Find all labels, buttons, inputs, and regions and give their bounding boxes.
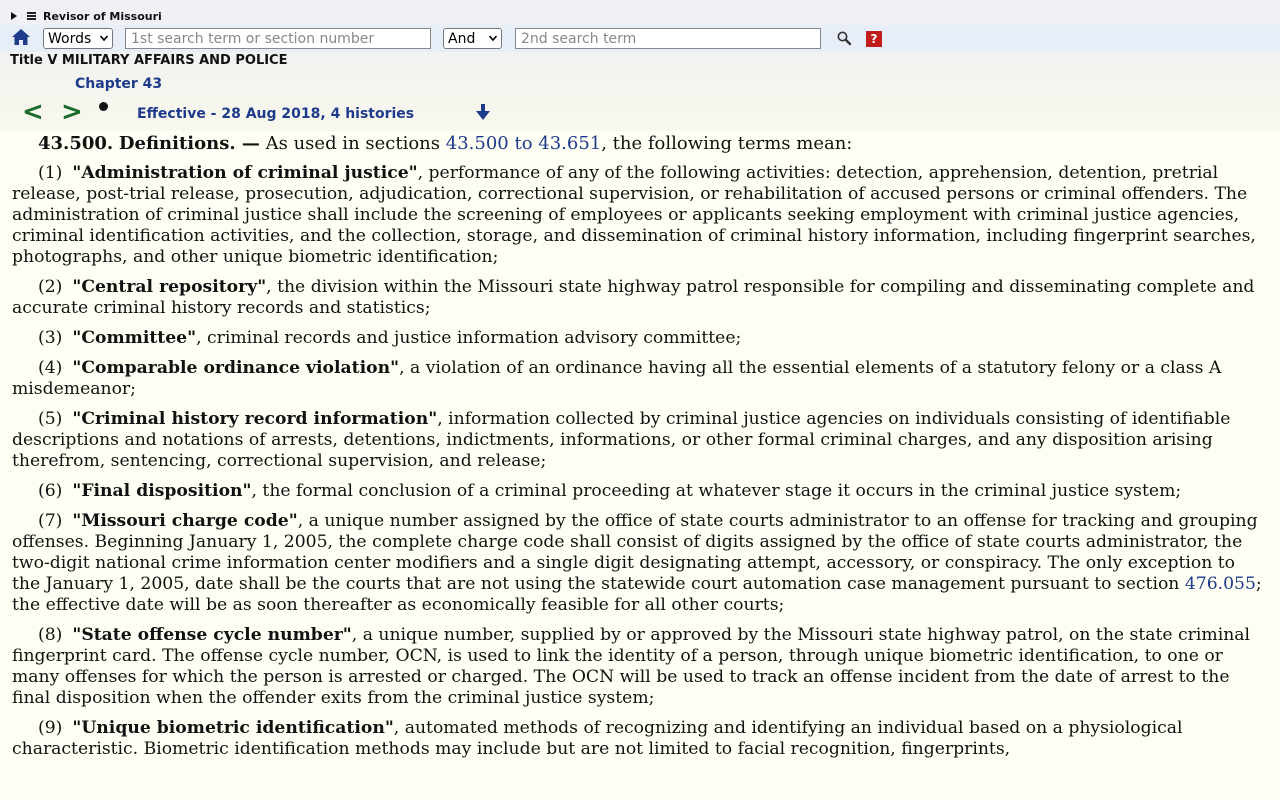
second-search-placeholder: 2nd search term <box>521 30 637 47</box>
section-range-link[interactable]: 43.500 to 43.651 <box>445 133 602 154</box>
definition-text: , a unique number assigned by the office of state courts administrator to an offense for tracking and grouping offenses. Beginning January 1, 2005, the complete charge code shall consist of digits assigned by the office of state courts administrator, the two-digit national crime information center modifiers and a single digit designating attempt, accessory, or conspiracy. The only exception to the January 1, 2005, date shall be the courts that are not using the statewide court automation case management pursuant to section <box>12 511 1258 594</box>
definition-term: "Comparable ordinance violation" <box>72 358 400 378</box>
definition-text-after: ; the effective date will be as soon thereafter as economically feasible for all other courts; <box>12 574 1262 615</box>
definition-text: , criminal records and justice information advisory committee; <box>196 328 742 348</box>
definition-number: (8) <box>38 625 63 645</box>
search-type-value: Words <box>48 30 92 47</box>
definition-item <box>12 625 1268 709</box>
section-476-055-link[interactable]: 476.055 <box>1184 574 1256 594</box>
definition-term: "State offense cycle number" <box>72 625 352 645</box>
definition-item <box>12 481 1268 502</box>
down-arrow-icon[interactable] <box>475 103 491 121</box>
chevron-down-icon <box>100 34 108 42</box>
triangle-right-icon[interactable] <box>11 12 17 20</box>
operator-select[interactable] <box>443 28 502 49</box>
first-search-placeholder: 1st search term or section number <box>131 30 375 47</box>
effective-date-link[interactable]: Effective - 28 Aug 2018, 4 histories <box>137 106 415 122</box>
definition-text: , a violation of an ordinance having all the essential elements of a statutory felony or a class A misdemeanor; <box>12 358 1222 399</box>
chevron-down-icon <box>489 34 497 42</box>
title-heading[interactable]: Title V MILITARY AFFAIRS AND POLICE <box>10 53 288 68</box>
definition-term: "Administration of criminal justice" <box>72 163 418 183</box>
statute-text <box>12 131 1268 769</box>
definition-item <box>12 358 1268 400</box>
second-search-input[interactable] <box>515 28 821 49</box>
section-title: Definitions. — <box>118 133 260 154</box>
section-heading <box>12 133 1268 154</box>
definition-item <box>12 718 1268 760</box>
operator-value: And <box>448 30 476 47</box>
definition-text: , performance of any of the following activities: detection, apprehension, detention, pretrial release, post-trial release, prosecution, adjudication, correctional supervision, or rehabilitation of accused persons or criminal offenders. The administration of criminal justice shall include the screening of employees or applicants seeking employment with criminal justice agencies, criminal identification activities, and the collection, storage, and dissemination of criminal history information, including fingerprint searches, photographs, and other unique biometric identification; <box>12 163 1256 267</box>
definition-term: "Criminal history record information" <box>72 409 438 429</box>
definition-term: "Missouri charge code" <box>72 511 298 531</box>
section-number: 43.500. <box>38 133 114 154</box>
definition-text: , information collected by criminal justice agencies on individuals consisting of identifiable descriptions and notations of arrests, detentions, indictments, informations, or other formal criminal charges, and any disposition arising therefrom, sentencing, correctional supervision, and release; <box>12 409 1231 471</box>
current-section-dot[interactable] <box>99 102 108 111</box>
definition-text: , automated methods of recognizing and identifying an individual based on a physiological characteristic. Biometric identification methods may include but are not limited to facial recognition, fingerprints, <box>12 718 1183 759</box>
definition-item <box>12 511 1268 616</box>
search-bar <box>0 25 1280 52</box>
definition-number: (7) <box>38 511 63 531</box>
definition-number: (2) <box>38 277 63 297</box>
site-name[interactable]: Revisor of Missouri <box>43 9 162 23</box>
definition-term: "Committee" <box>72 328 197 348</box>
chapter-link[interactable]: Chapter 43 <box>75 76 163 92</box>
definition-item <box>12 328 1268 349</box>
definition-number: (4) <box>38 358 63 378</box>
definition-number: (9) <box>38 718 63 738</box>
definition-item <box>12 163 1268 268</box>
definition-number: (3) <box>38 328 63 348</box>
definition-item <box>12 277 1268 319</box>
definition-term: "Central repository" <box>72 277 267 297</box>
definition-text: , the formal conclusion of a criminal proceeding at whatever stage it occurs in the criminal justice system; <box>251 481 1182 501</box>
previous-section-button[interactable]: < <box>22 97 44 127</box>
first-search-input[interactable] <box>125 28 431 49</box>
definition-number: (1) <box>38 163 63 183</box>
section-intro: As used in sections <box>265 133 441 154</box>
page-header <box>0 0 1280 131</box>
search-type-select[interactable] <box>43 28 113 49</box>
definition-item <box>12 409 1268 472</box>
definition-number: (6) <box>38 481 63 501</box>
site-bar <box>8 8 162 24</box>
definition-term: "Final disposition" <box>72 481 252 501</box>
definition-term: "Unique biometric identification" <box>72 718 394 738</box>
definition-number: (5) <box>38 409 63 429</box>
home-icon[interactable] <box>11 27 31 47</box>
help-icon[interactable]: ? <box>866 31 882 47</box>
hamburger-icon[interactable] <box>27 12 36 20</box>
definition-text: , a unique number, supplied by or approved by the Missouri state highway patrol, on the state criminal fingerprint card. The offense cycle number, OCN, is used to link the identity of a person, through unique biometric identification, to one or many offenses for which the person is arrested or charged. The OCN will be used to track an offense incident from the date of arrest to the final disposition when the offender exits from the criminal justice system; <box>12 625 1251 708</box>
magnifier-icon[interactable] <box>836 30 852 46</box>
next-section-button[interactable]: > <box>61 97 83 127</box>
section-intro-after: , the following terms mean: <box>601 133 853 154</box>
definition-text: , the division within the Missouri state highway patrol responsible for compiling and disseminating complete and accurate criminal history records and statistics; <box>12 277 1255 318</box>
